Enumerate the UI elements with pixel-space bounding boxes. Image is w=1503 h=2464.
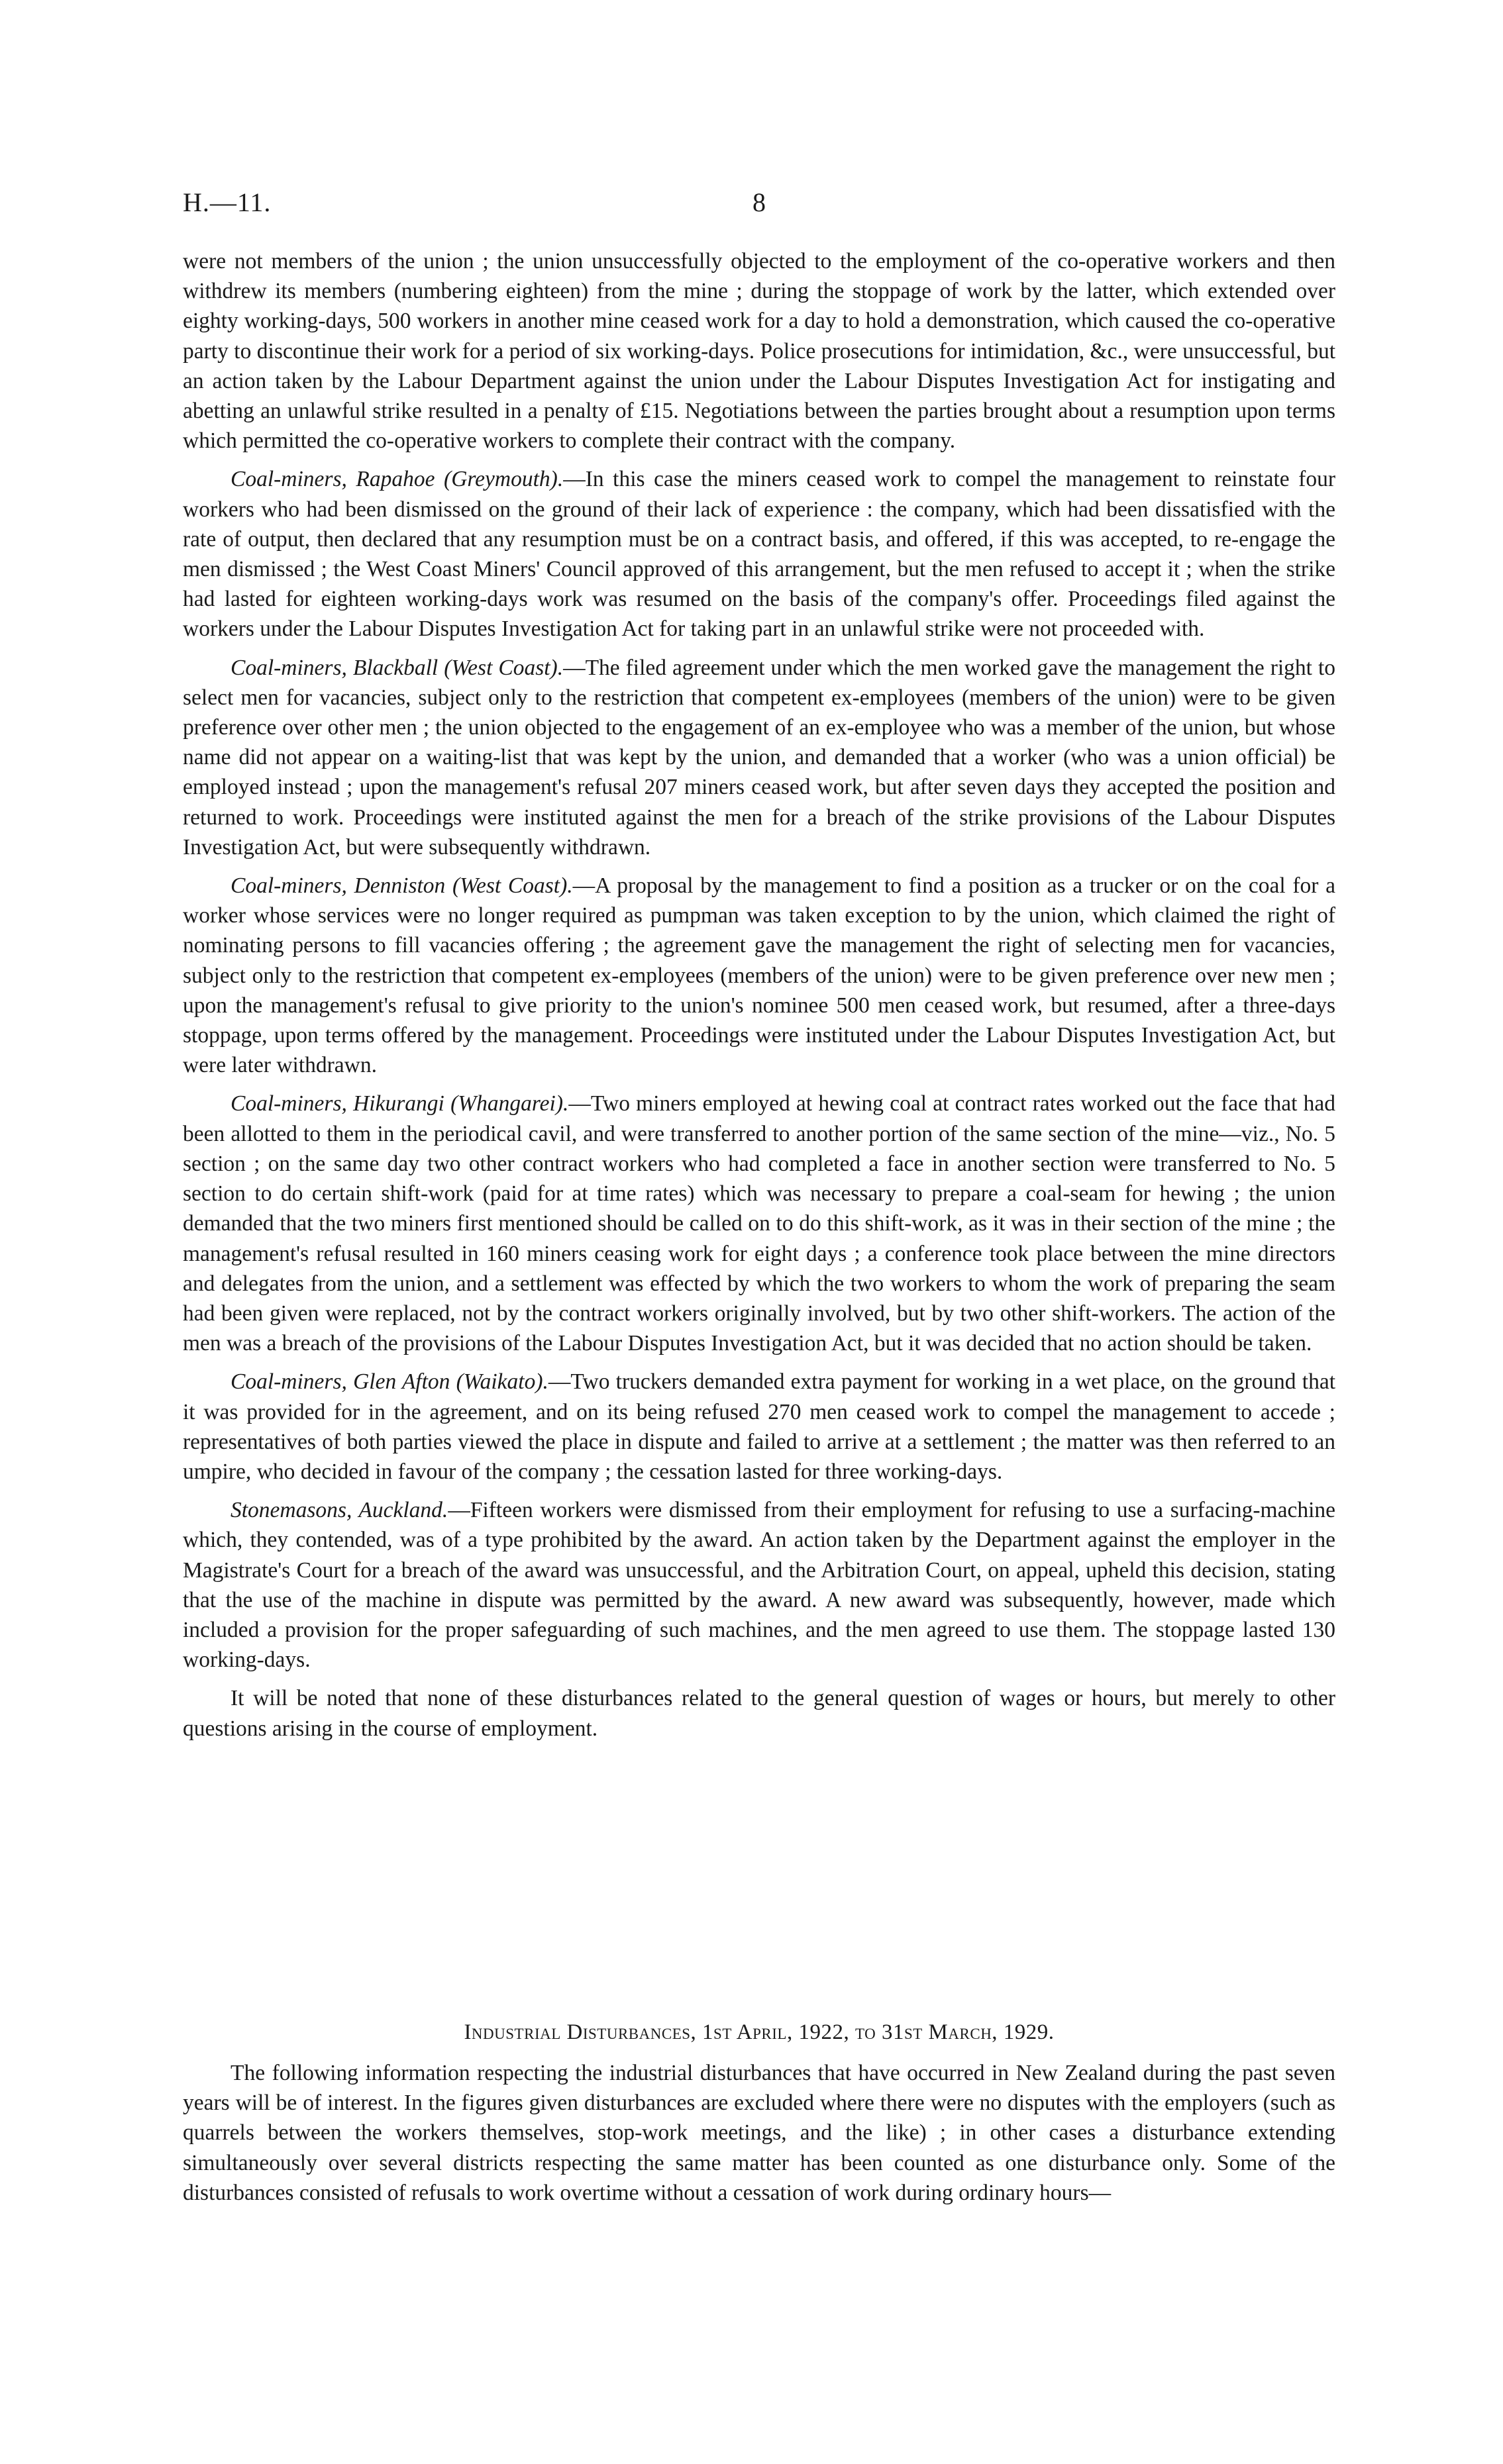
entry-title: Stonemasons, Auckland. (231, 1498, 448, 1523)
paragraph-rapahoe (183, 464, 1335, 644)
paragraph-glen-afton (183, 1367, 1335, 1487)
section-heading (183, 2020, 1335, 2045)
entry-title: Coal-miners, Denniston (West Coast). (231, 873, 573, 899)
entry-title: Coal-miners, Glen Afton (Waikato). (231, 1369, 548, 1395)
paragraph-conclusion: It will be noted that none of these disturbances related to the general question of wages or hours, but merely to other questions arising in the course of employment. (183, 1686, 1335, 1741)
paragraph-blackball (183, 653, 1335, 862)
body-text (183, 246, 1335, 1752)
page-number: 8 (752, 187, 766, 217)
paragraph-continuation: were not members of the union ; the union unsuccessfully objected to the employment of the co-operative workers and then withdrew its members (numbering eighteen) from the mine ; during the stoppage of work by the latter, which extended over eighty working-days, 500 workers in another mine ceased work for a day to hold a demonstration, which caused the co-operative party to discontinue their work for a period of six working-days. Police prosecutions for intimidation, &c., were unsuccessful, but an action taken by the Labour Department against the union under the Labour Disputes Investigation Act for instigating and abetting an unlawful strike resulted in a penalty of £15. Negotiations between the parties brought about a resumption upon terms which permitted the co-operative workers to complete their contract with the company. (183, 249, 1335, 454)
entry-text: —Two miners employed at hewing coal at contract rates worked out the face that had been allotted to them in the periodical cavil, and were transferred to another portion of the same section of the mine—viz., No. 5 section ; on the same day two other contract workers who had completed a face in another section were transferred to No. 5 section to do certain shift-work (paid for at time rates) which was necessary to prepare a coal-seam for hewing ; the union demanded that the two miners first mentioned should be called on to do this shift-work, as it was in their section of the mine ; the management's refusal resulted in 160 miners ceasing work for eight days ; a conference took place between the mine directors and delegates from the union, and a settlement was effected by which the two workers to whom the work of preparing the seam had been given were replaced, not by the contract workers originally involved, but by two other shift-workers. The action of the men was a breach of the provisions of the Labour Disputes Investigation Act, but it was decided that no action should be taken. (183, 1091, 1335, 1356)
paragraph-denniston (183, 871, 1335, 1080)
entry-text: —Fifteen workers were dismissed from their employment for refusing to use a surfacing-machine which, they contended, was of a type prohibited by the award. An action taken by the Department against the employer in the Magistrate's Court for a breach of the award was unsuccessful, and the Arbitration Court, on appeal, upheld this decision, stating that the use of the machine in dispute was permitted by the award. A new award was subsequently, however, made which included a provision for the proper safeguarding of such machines, and the men agreed to use them. The stoppage lasted 130 working-days. (183, 1498, 1335, 1673)
entry-text: —Two truckers demanded extra payment for working in a wet place, on the ground that it was provided for in the agreement, and on its being refused 270 men ceased work to compel the management to accede ; representatives of both parties viewed the place in dispute and failed to arrive at a settlement ; the matter was then referred to an umpire, who decided in favour of the company ; the cessation lasted for three working-days. (183, 1369, 1336, 1484)
page-header (183, 187, 1335, 226)
section-paragraph: The following information respecting the industrial disturbances that have occurred in New Zealand during the past seven years will be of interest. In the figures given disturbances are excluded where there were no disputes with the employers (such as quarrels between the workers themselves, stop-work meetings, and the like) ; in other cases a disturbance extending simultaneously over several districts respecting the same matter has been counted as one disturbance only. Some of the disturbances consisted of refusals to work overtime without a cessation of work during ordinary hours— (183, 2061, 1335, 2205)
entry-text: —The filed agreement under which the men worked gave the management the right to select men for vacancies, subject only to the restriction that competent ex-employees (members of the union) were to be given preference over other men ; the union objected to the engagement of an ex-employee who was a member of the union, but whose name did not appear on a waiting-list that was kept by the union, and demanded that a worker (who was a union official) be employed instead ; upon the management's refusal 207 miners ceased work, but after seven days they accepted the position and returned to work. Proceedings were instituted against the men for a breach of the strike provisions of the Labour Disputes Investigation Act, but were subsequently withdrawn. (183, 655, 1335, 860)
paragraph-stonemasons (183, 1495, 1335, 1675)
paragraph-hikurangi (183, 1089, 1335, 1358)
entry-text: —A proposal by the management to find a position as a trucker or on the coal for a worker whose services were no longer required as pumpman was taken exception to by the union, which claimed the right of nominating persons to fill vacancies offering ; the agreement gave the management the right of selecting men for vacancies, subject only to the restriction that competent ex-employees (members of the union) were to be given preference over new men ; upon the management's refusal to give priority to the union's nominee 500 men ceased work, but resumed, after a three-days stoppage, upon terms offered by the management. Proceedings were instituted under the Labour Disputes Investigation Act, but were later withdrawn. (183, 873, 1335, 1078)
section-body (183, 2058, 1335, 2208)
entry-title: Coal-miners, Hikurangi (Whangarei). (231, 1091, 569, 1116)
document-reference: H.—11. (183, 187, 272, 217)
section-heading-text: Industrial Disturbances, 1st April, 1922, to 31st March, 1929. (464, 2020, 1055, 2044)
entry-title: Coal-miners, Blackball (West Coast). (231, 655, 564, 680)
entry-title: Coal-miners, Rapahoe (Greymouth). (231, 467, 564, 492)
entry-text: —In this case the miners ceased work to compel the management to reinstate four workers who had been dismissed on the ground of their lack of experience : the company, which had been dissatisfied with the rate of output, then declared that any resumption must be on a contract basis, and offered, if this was accepted, to re-engage the men dismissed ; the West Coast Miners' Council approved of this arrangement, but the men refused to accept it ; when the strike had lasted for eighteen working-days work was resumed on the basis of the company's offer. Proceedings filed against the workers under the Labour Disputes Investigation Act for taking part in an unlawful strike were not proceeded with. (183, 467, 1335, 642)
